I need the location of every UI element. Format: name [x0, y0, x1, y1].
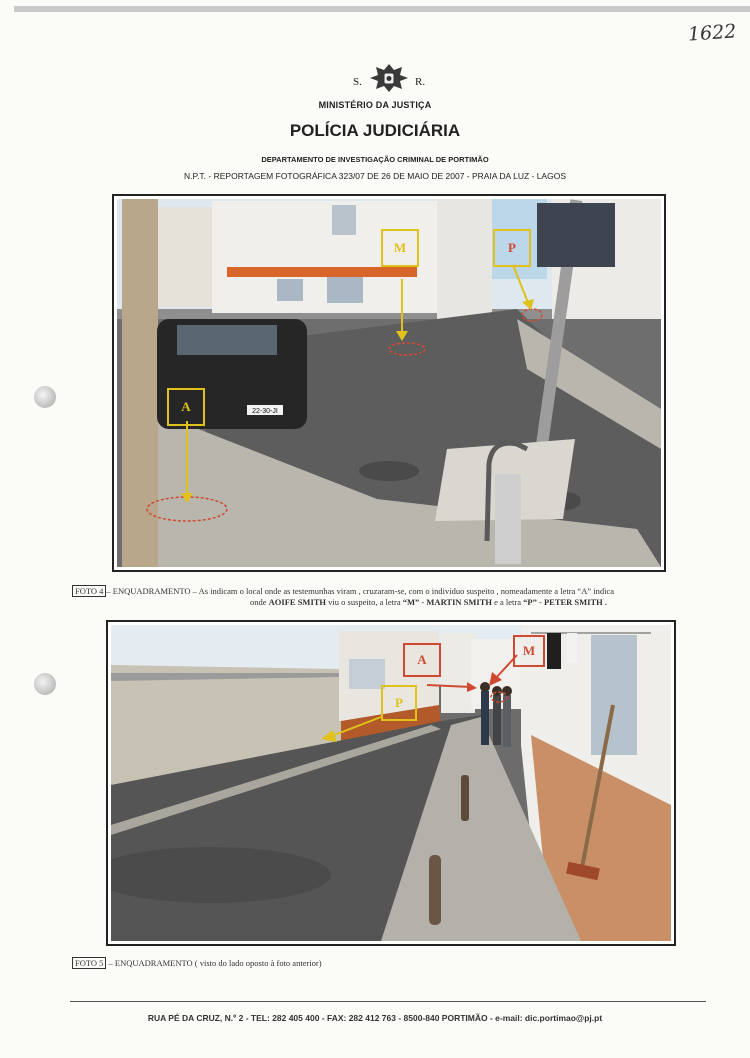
- crest-right-letter: R.: [415, 76, 426, 88]
- witness-name-m: MARTIN SMITH: [426, 597, 492, 607]
- marker-p: P: [381, 685, 417, 721]
- photo-5-caption-text: – ENQUADRAMENTO ( visto do lado oposto à foto anterior): [106, 958, 322, 968]
- photo-4-caption-line-2: [72, 597, 732, 608]
- crest-left-letter: S.: [353, 76, 362, 88]
- footer-divider: [70, 1001, 706, 1002]
- letter-m: “M”: [402, 597, 420, 607]
- photo-4-label: FOTO 4: [72, 585, 106, 597]
- photo-4-frame: [112, 194, 666, 572]
- photo-5-caption: [72, 958, 732, 969]
- photo-4-caption: [72, 586, 732, 608]
- punch-hole: [34, 386, 56, 408]
- marker-p: P: [493, 229, 531, 267]
- scan-top-edge: [14, 6, 750, 12]
- coat-of-arms-icon: [368, 62, 410, 94]
- department-title: DEPARTAMENTO DE INVESTIGAÇÃO CRIMINAL DE PORTIMÃO: [261, 155, 489, 164]
- caption-fragment: viu o suspeito, a letra: [326, 597, 403, 607]
- marker-a: A: [167, 388, 205, 426]
- report-reference: N.P.T. - REPORTAGEM FOTOGRÁFICA 323/07 DE 26 DE MAIO DE 2007 - PRAIA DA LUZ - LAGOS: [184, 171, 566, 181]
- caption-fragment: -: [536, 597, 544, 607]
- marker-m: M: [513, 635, 545, 667]
- photo-5: [111, 625, 671, 941]
- witness-name-a: AOIFE SMITH: [268, 597, 327, 607]
- license-plate: 22-30-JI: [252, 408, 278, 415]
- footer-contact: RUA PÉ DA CRUZ, N.º 2 - TEL: 282 405 400 - FAX: 282 412 763 - 8500-840 PORTIMÃO - e-mail: dic.portimao@pj.pt: [147, 1013, 603, 1023]
- witness-name-p: PETER SMITH .: [543, 597, 608, 607]
- photo-4: [117, 199, 661, 567]
- caption-fragment: -: [419, 597, 427, 607]
- marker-m: M: [381, 229, 419, 267]
- handwritten-page-number: 1622: [686, 20, 737, 46]
- caption-fragment: onde: [250, 597, 269, 607]
- photo-4-caption-line-1: [72, 586, 732, 597]
- police-title: POLÍCIA JUDICIÁRIA: [289, 121, 461, 140]
- ministry-title: MINISTÉRIO DA JUSTIÇA: [318, 100, 432, 110]
- letter-p: “P”: [523, 597, 537, 607]
- photo-5-frame: [106, 620, 676, 946]
- photo-4-caption-text: – ENQUADRAMENTO – As indicam o local onde as testemunhas viram , cruzaram-se, com o indivíduo suspeito , nomeadamente a letra “A” indica: [106, 586, 615, 596]
- photo-5-label: FOTO 5: [72, 957, 106, 969]
- marker-a: A: [403, 643, 441, 677]
- photo-5-scene: [111, 625, 671, 941]
- caption-fragment: e a letra: [492, 597, 524, 607]
- punch-hole: [34, 673, 56, 695]
